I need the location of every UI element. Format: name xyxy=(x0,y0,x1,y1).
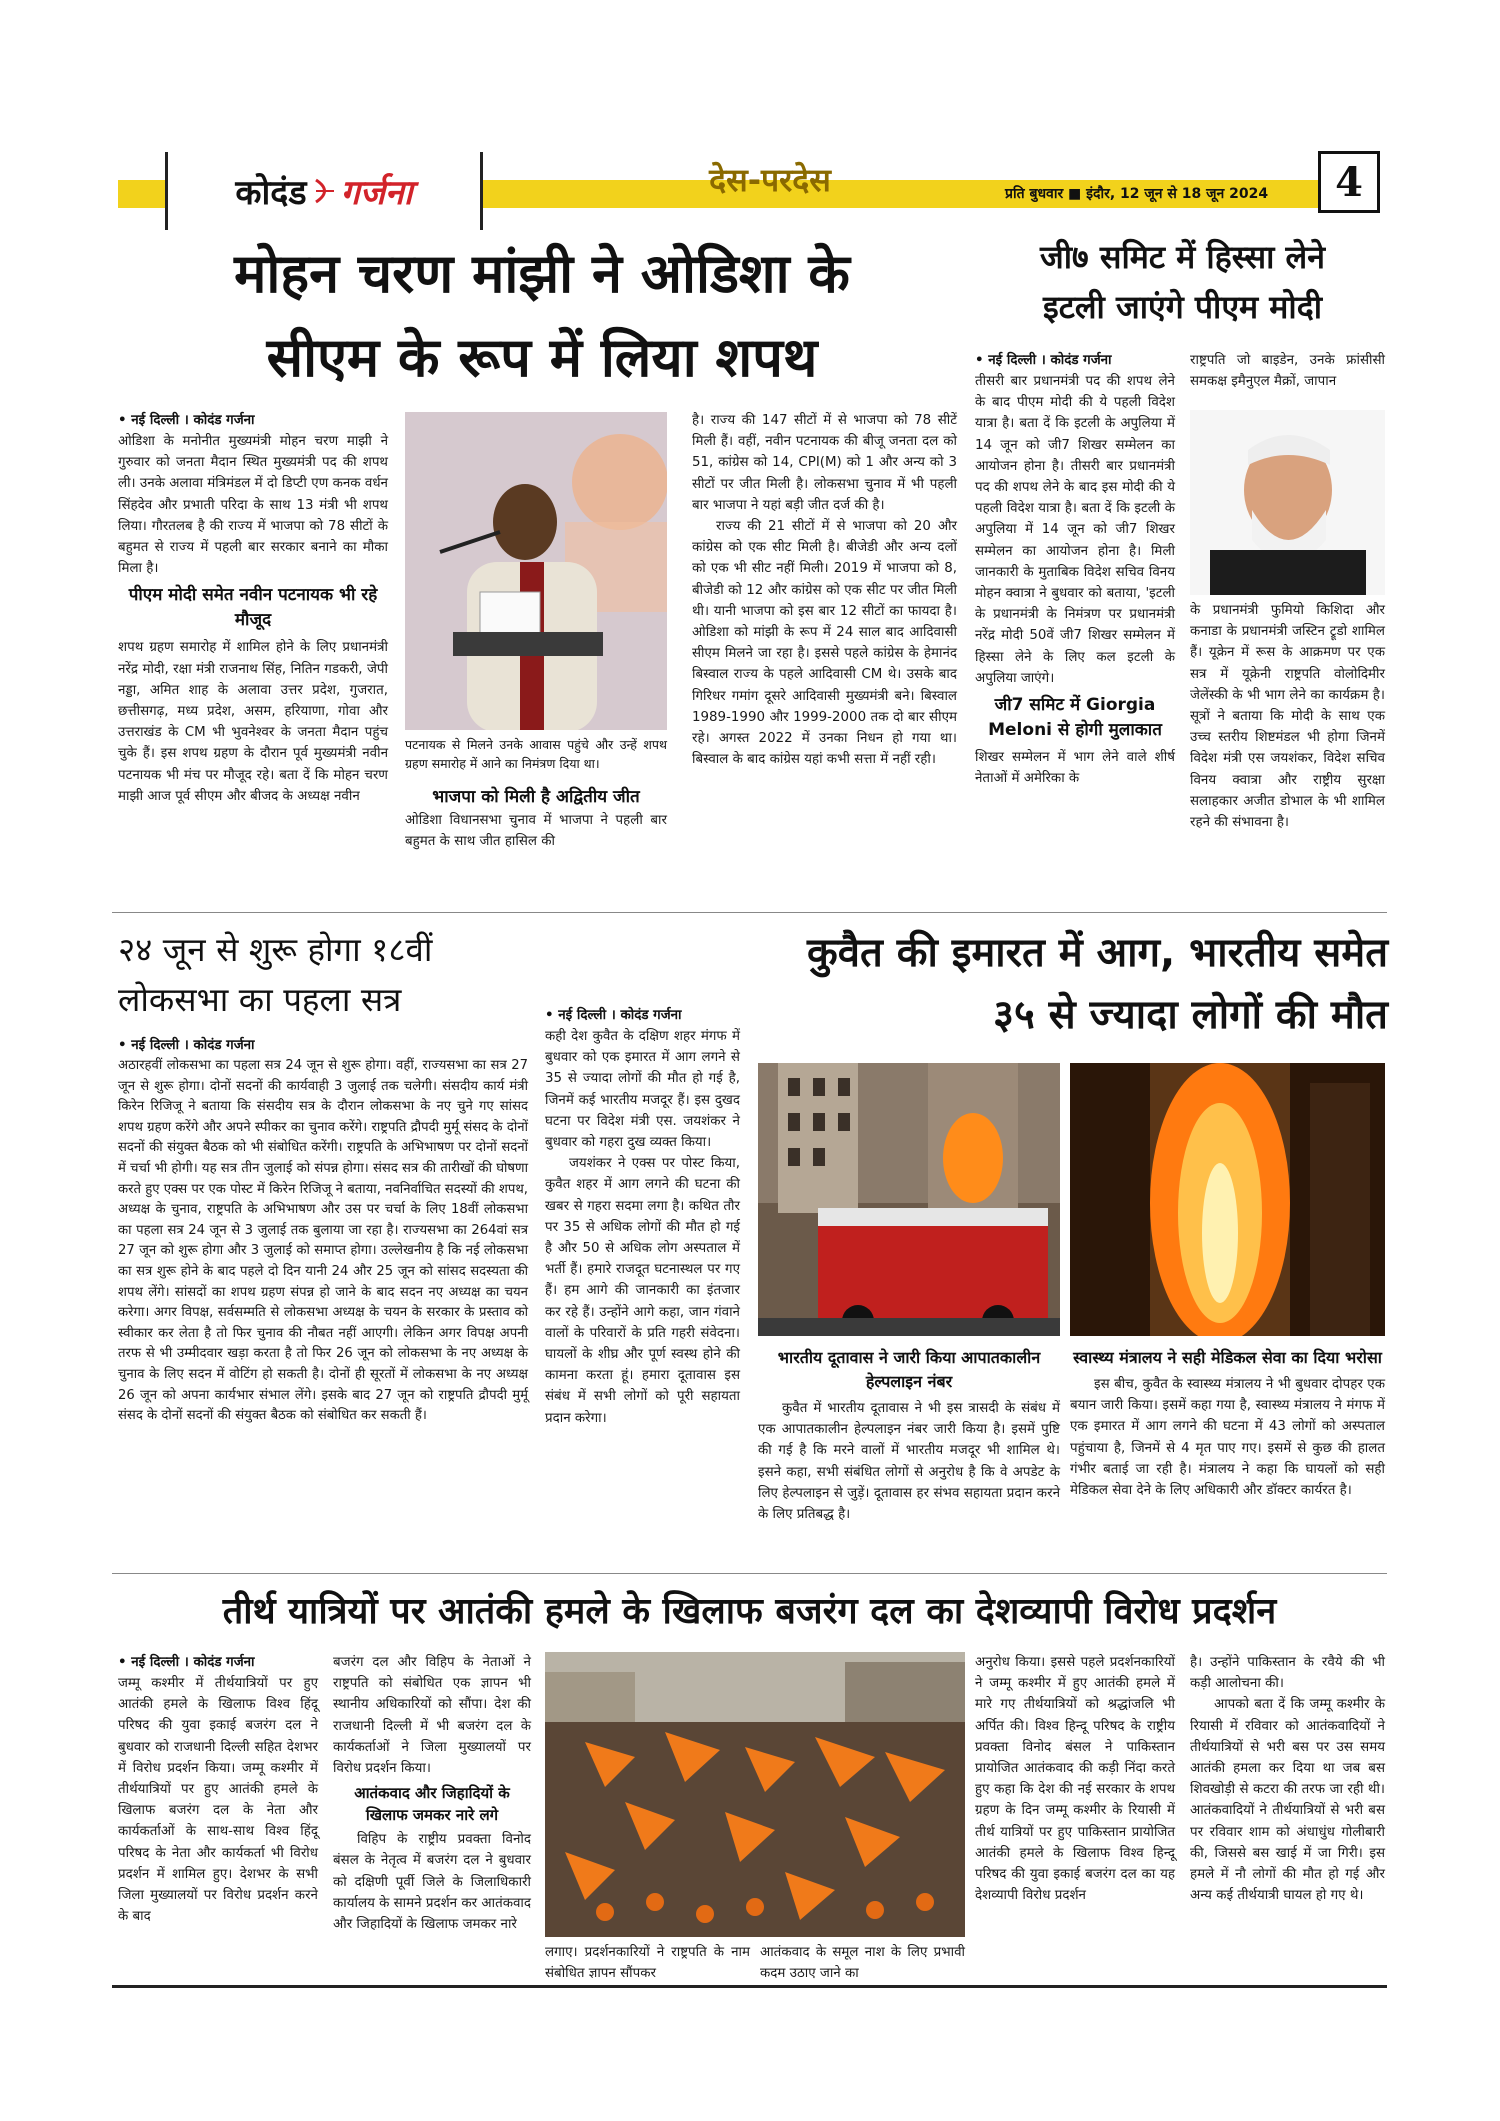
story1-col3 xyxy=(692,410,957,770)
logo-text-part1: कोदंड xyxy=(235,173,307,213)
story5-headline: तीर्थ यात्रियों पर आतंकी हमले के खिलाफ बजरंग दल का देशव्यापी विरोध प्रदर्शन xyxy=(222,1591,1277,1632)
story4-headline-line2: ३५ से ज्यादा लोगों की मौत xyxy=(993,992,1388,1038)
story4-col1 xyxy=(545,1005,740,1429)
story5-col3 xyxy=(975,1652,1175,1906)
story4-photo-left xyxy=(758,1063,1060,1336)
story3-text: अठारहवीं लोकसभा का पहला सत्र 24 जून से शुरू होगा। वहीं, राज्यसभा का सत्र 27 जून से शुरू होगा। दोनों सदनों की कार्यवाही 3 जुलाई तक चलेगी। संसदीय कार्य मंत्री किरेन रिजिजू ने बताया कि संसदीय सत्र के दौरान लोकसभा के नए चुने गए सांसद शपथ ग्रहण करेंगे और अपने स्पीकर का चुनाव करेंगे। राष्ट्रपति द्रौपदी मुर्मू संसद के दोनों सदनों की संयुक्त बैठक को भी संबोधित करेंगी। राष्ट्रपति के अभिभाषण पर दोनों सदनों में चर्चा भी होगी। यह सत्र तीन जुलाई को संपन्न होगा। संसद सत्र की तारीखों की घोषणा करते हुए एक्स पर एक पोस्ट में किरेन रिजिजू ने बताया, नवनिर्वाचित सदस्यों की शपथ, अध्यक्ष के चुनाव, राष्ट्रपति के अभिभाषण और उस पर चर्चा के लिए 18वीं लोकसभा का पहला सत्र 24 जून से 3 जुलाई तक बुलाया जा रहा है। राज्यसभा का 264वां सत्र 27 जून को शुरू होगा और 3 जुलाई को समाप्त होगा। उल्लेखनीय है कि नई लोकसभा का सत्र शुरू होने के बाद पहले दो दिन यानी 24 और 25 जून को सांसद सदस्यता की शपथ लेंगे। सांसदों का शपथ ग्रहण संपन्न हो जाने के बाद सदन नए अध्यक्ष का चयन करेगा। अगर विपक्ष, सर्वसम्मति से लोकसभा अध्यक्ष के चयन के सरकार के प्रस्ताव को स्वीकार कर लेता है तो फिर चुनाव की नौबत नहीं आएगी। लेकिन अगर विपक्ष अपनी तरफ से भी उम्मीदवार खड़ा करता है तो फिर 26 जून को लोकसभा के नए अध्यक्ष के चुनाव के लिए सदन में वोटिंग हो सकती है। दोनों ही सूरतों में लोकसभा के नए अध्यक्ष 26 जून को अपना कार्यभार संभाल लेंगे। इसके बाद 27 जून को राष्ट्रपति द्रौपदी मुर्मू संसद के दोनों सदनों की संयुक्त बैठक को संबोधित कर सकती हैं। xyxy=(118,1058,528,1424)
story2-headline-line2: इटली जाएंगे पीएम मोदी xyxy=(1043,288,1322,326)
story2-col1-p2: शिखर सम्मेलन में भाग लेने वाले शीर्ष नेताओं में अमेरिका के xyxy=(975,750,1175,787)
story2-col2 xyxy=(1190,350,1385,392)
story2-byline: • नई दिल्ली । कोदंड गर्जना xyxy=(975,350,1175,371)
story5-byline: • नई दिल्ली । कोदंड गर्जना xyxy=(118,1652,318,1673)
story5-photo xyxy=(545,1652,965,1937)
divider xyxy=(112,1573,1387,1574)
story4-byline: • नई दिल्ली । कोदंड गर्जना xyxy=(545,1005,740,1026)
story2-col1-p1: तीसरी बार प्रधानमंत्री पद की शपथ लेने के बाद पीएम मोदी की ये पहली विदेश यात्रा है। बता दें कि इटली के अपुलिया में 14 जून को जी7 शिखर सम्मेलन का आयोजन होना है। तीसरी बार प्रधानमंत्री पद की शपथ लेने के बाद इस मोदी की ये पहली विदेश यात्रा है। बता दें कि इटली के अपुलिया में 14 जून को जी7 शिखर सम्मेलन का आयोजन होना है। मिली जानकारी के मुताबिक विदेश सचिव विनय मोहन क्वात्रा ने बुधवार को बताया, 'इटली के प्रधानमंत्री के निमंत्रण पर प्रधानमंत्री नरेंद्र मोदी 50वें जी7 शिखर सम्मेलन में हिस्सा लेने के लिए कल इटली के अपुलिया जाएंगे। xyxy=(975,374,1175,686)
story1-subhead1: पीएम मोदी समेत नवीन पटनायक भी रहे मौजूद xyxy=(128,585,378,631)
story5-photo-caption-left: लगाए। प्रदर्शनकारियों ने राष्ट्रपति के नाम संबोधित ज्ञापन सौंपकर xyxy=(545,1945,750,1982)
story1-headline xyxy=(112,232,972,400)
story1-headline-line1: मोहन चरण मांझी ने ओडिशा के xyxy=(234,242,850,305)
story3-headline-line2: लोकसभा का पहला सत्र xyxy=(118,980,402,1019)
story1-col1 xyxy=(118,410,388,807)
story4-col2 xyxy=(758,1346,1060,1525)
story5-col1 xyxy=(118,1652,318,1927)
story5-col2-p2: विहिप के राष्ट्रीय प्रवक्ता विनोद बंसल के नेतृत्व में बजरंग दल ने बुधवार को दक्षिणी पूर्वी जिले के जिलाधिकारी कार्यालय के सामने प्रदर्शन कर आतंकवाद और जिहादियों के खिलाफ जमकर नारे xyxy=(333,1832,532,1933)
newspaper-logo xyxy=(165,152,483,230)
story5-caption-right xyxy=(760,1942,965,1984)
story2-col2b xyxy=(1190,600,1385,833)
story3-headline xyxy=(118,925,538,1025)
story1-col1-p2: शपथ ग्रहण समारोह में शामिल होने के लिए प्रधानमंत्री नरेंद्र मोदी, रक्षा मंत्री राजनाथ सिंह, नितिन गडकरी, जेपी नड्डा, अमित शाह के अलावा उत्तर प्रदेश, गुजरात, छत्तीसगढ़, मध्य प्रदेश, असम, हरियाणा, गोवा और उत्तराखंड के CM भी भुवनेश्वर के जनता मैदान पहुंच चुके हैं। इस शपथ ग्रहण के दौरान पूर्व मुख्यमंत्री नवीन पटनायक भी मंच पर मौजूद रहे। बता दें कि मोहन चरण माझी आज पूर्व सीएम और बीजद के अध्यक्ष नवीन xyxy=(118,640,388,804)
divider xyxy=(112,912,1387,913)
story2-headline xyxy=(985,232,1380,332)
story4-photo-right xyxy=(1070,1063,1385,1336)
story1-byline: • नई दिल्ली । कोदंड गर्जना xyxy=(118,410,388,431)
oath-ceremony-image xyxy=(405,412,667,730)
bottom-rule xyxy=(112,1985,1387,1988)
section-title: देस-परदेस xyxy=(709,161,831,199)
story1-photo-caption: पटनायक से मिलने उनके आवास पहुंचे और उन्हें शपथ ग्रहण समारोह में आने का निमंत्रण दिया था। xyxy=(405,737,667,771)
pm-portrait-image xyxy=(1190,410,1385,595)
story5-col2-p1: बजरंग दल और विहिप के नेताओं ने राष्ट्रपति को संबोधित एक ज्ञापन भी स्थानीय अधिकारियों को सौंपा। देश की राजधानी दिल्ली में भी बजरंग दल के कार्यकर्ताओं ने जिला मुख्यालयों पर विरोध प्रदर्शन किया। xyxy=(333,1655,531,1777)
story2-headline-line1: जी७ समिट में हिस्सा लेने xyxy=(1040,238,1325,276)
story5-col3-p1: अनुरोध किया। इससे पहले प्रदर्शनकारियों ने जम्मू कश्मीर में हुए आतंकी हमले में मारे गए तीर्थयात्रियों को श्रद्धांजलि भी अर्पित की। विश्व हिन्दू परिषद के राष्ट्रीय प्रवक्ता विनोद बंसल ने पाकिस्तान प्रायोजित आतंकवाद की कड़ी निंदा करते हुए कहा कि देश की नई सरकार के शपथ ग्रहण के दिन जम्मू कश्मीर के रियासी में तीर्थ यात्रियों पर हुए पाकिस्तान प्रायोजित आतंकी हमले के खिलाफ विश्व हिन्दू परिषद की युवा इकाई बजरंग दल का यह देशव्यापी विरोध प्रदर्शन xyxy=(975,1655,1175,1904)
story1-subhead2: भाजपा को मिली है अद्वितीय जीत xyxy=(432,787,640,807)
story1-col2 xyxy=(405,735,667,852)
story1-col2-p1: ओडिशा विधानसभा चुनाव में भाजपा ने पहली बार बहुमत के साथ जीत हासिल की xyxy=(405,813,667,850)
story4-col3 xyxy=(1070,1346,1385,1501)
page-number: 4 xyxy=(1318,151,1380,213)
story1-headline-line2: सीएम के रूप में लिया शपथ xyxy=(266,326,818,389)
story5-photo-caption-right: आतंकवाद के समूल नाश के लिए प्रभावी कदम उठाए जाने का xyxy=(760,1945,965,1982)
story5-col2 xyxy=(333,1652,531,1935)
story5-col1-p1: जम्मू कश्मीर में तीर्थयात्रियों पर हुए आतंकी हमले के खिलाफ विश्व हिंदू परिषद की युवा इकाई बजरंग दल ने बुधवार को राजधानी दिल्ली सहित देशभर में विरोध प्रदर्शन किया। जम्मू कश्मीर में तीर्थयात्रियों पर हुए आतंकी हमले के खिलाफ बजरंग दल के नेता और कार्यकर्ताओं के साथ-साथ विश्व हिंदू परिषद के नेता और कार्यकर्ता भी विरोध प्रदर्शन में शामिल हुए। देशभर के सभी जिला मुख्यालयों पर विरोध प्रदर्शन करने के बाद xyxy=(118,1676,318,1925)
story4-headline-line1: कुवैत की इमारत में आग, भारतीय समेत xyxy=(807,930,1388,976)
story1-col3-p2: राज्य की 21 सीटों में से भाजपा को 20 और कांग्रेस को एक सीट मिली है। बीजेडी और अन्य दलों को एक भी सीट नहीं मिली। 2019 में भाजपा को 8, बीजेडी को 12 और कांग्रेस को एक सीट पर जीत मिली थी। यानी भाजपा को इस बार 12 सीटों का फायदा है। ओडिशा को मांझी के रूप में 24 साल बाद आदिवासी सीएम मिलने जा रहा है। इससे पहले कांग्रेस के हेमानंद बिस्वाल राज्य के पहले आदिवासी CM थे। उसके बाद गिरिधर गमांग दूसरे आदिवासी मुख्यमंत्री बने। बिस्वाल 1989-1990 और 1999-2000 तक दो बार सीएम रहे। अगस्त 2022 में उनका निधन हो गया था। बिस्वाल के बाद कांग्रेस यहां कभी सत्ता में नहीं रही। xyxy=(692,519,957,768)
story1-col1-p1: ओडिशा के मनोनीत मुख्यमंत्री मोहन चरण माझी ने गुरुवार को जनता मैदान स्थित मुख्यमंत्री पद की शपथ ली। उनके अलावा मंत्रिमंडल में दो डिप्टी एण कनक वर्धन सिंहदेव और प्रभाती परिदा के साथ 13 मंत्री भी शपथ लिया। गौरतलब है की राज्य में भाजपा को 78 सीटों के बहुमत से राज्य में पहली बार सरकार बनाने का मौका मिला है। xyxy=(118,434,388,577)
story4-subhead1: भारतीय दूतावास ने जारी किया आपातकालीन हेल्पलाइन नंबर xyxy=(777,1348,1041,1391)
story1-photo xyxy=(405,412,667,730)
story2-photo xyxy=(1190,410,1385,595)
story3-byline: • नई दिल्ली । कोदंड गर्जना xyxy=(118,1035,528,1056)
story4-col1-p1: कही देश कुवैत के दक्षिण शहर मंगफ में बुधवार को एक इमारत में आग लगने से 35 से ज्यादा लोगों की मौत हो गई है, जिनमें कई भारतीय मजदूर हैं। इस दुखद घटना पर विदेश मंत्री एस. जयशंकर ने बुधवार को गहरा दुख व्यक्त किया। xyxy=(545,1029,740,1151)
dateline: प्रति बुधवार ■ इंदौर, 12 जून से 18 जून 2024 xyxy=(1005,186,1269,202)
logo-text-part2: गर्जना xyxy=(340,173,413,213)
story5-subhead: आतंकवाद और जिहादियों के खिलाफ जमकर नारे लगे xyxy=(354,1784,510,1825)
story4-col2-p1: कुवैत में भारतीय दूतावास ने भी इस त्रासदी के संबंध में एक आपातकालीन हेल्पलाइन नंबर जारी किया है। इसमें पुष्टि की गई है कि मरने वालों में भारतीय मजदूर भी शामिल थे। इसने कहा, सभी संबंधित लोगों से अनुरोध है कि वे अपडेट के लिए हेल्पलाइन से जुड़ें। दूतावास हर संभव सहायता प्रदान करने के लिए प्रतिबद्ध है। xyxy=(758,1401,1060,1523)
story5-col4-p1: है। उन्होंने पाकिस्तान के रवैये की भी कड़ी आलोचना की। xyxy=(1190,1655,1385,1692)
story2-col2-p1: राष्ट्रपति जो बाइडेन, उनके फ्रांसीसी समकक्ष इमैनुएल मैक्रों, जापान xyxy=(1190,353,1385,390)
story5-caption-left xyxy=(545,1942,750,1984)
story4-subhead2: स्वास्थ्य मंत्रालय ने सही मेडिकल सेवा का दिया भरोसा xyxy=(1073,1348,1382,1367)
story5-col4-p2: आपको बता दें कि जम्मू कश्मीर के रियासी में रविवार को आतंकवादियों ने तीर्थयात्रियों से भरी बस पर उस समय आतंकी हमला कर दिया था जब बस शिवखोड़ी से कटरा की तरफ जा रही थी। आतंकवादियों ने तीर्थयात्रियों से भरी बस पर रविवार शाम को अंधाधुंध गोलीबारी की, जिससे बस खाई में जा गिरी। इस हमले में नौ लोगों की मौत हो गई और अन्य कई तीर्थयात्री घायल हो गए थे। xyxy=(1190,1697,1385,1904)
story4-col1-p2: जयशंकर ने एक्स पर पोस्ट किया, कुवैत शहर में आग लगने की घटना की खबर से गहरा सदमा लगा है। कथित तौर पर 35 से अधिक लोगों की मौत हो गई है और 50 से अधिक लोग अस्पताल में भर्ती हैं। हमारे राजदूत घटनास्थल पर गए हैं। हम आगे की जानकारी का इंतजार कर रहे हैं। उन्होंने आगे कहा, जान गंवाने वालों के परिवारों के प्रति गहरी संवेदना। घायलों के शीघ्र और पूर्ण स्वस्थ होने की कामना करता हूं। हमारा दूतावास इस संबंध में सभी लोगों को पूरी सहायता प्रदान करेगा। xyxy=(545,1156,740,1426)
fire-truck-image xyxy=(758,1063,1060,1336)
story5-col4 xyxy=(1190,1652,1385,1906)
story2-col1 xyxy=(975,350,1175,789)
story1-col3-p1: है। राज्य की 147 सीटों में से भाजपा को 78 सीटें मिली हैं। वहीं, नवीन पटनायक की बीजू जनता दल को 51, कांग्रेस को 14, CPI(M) को 1 और अन्य को 3 सीटों पर जीत मिली है। लोकसभा चुनाव में भी पहली बार भाजपा ने यहां बड़ी जीत दर्ज की है। xyxy=(692,413,957,513)
story2-subhead: जी7 समिट में Giorgia Meloni से होगी मुलाकात xyxy=(988,695,1162,741)
story3-headline-line1: २४ जून से शुरू होगा १८वीं xyxy=(118,930,433,969)
protest-rally-image xyxy=(545,1652,965,1937)
story3-body xyxy=(118,1035,528,1427)
bow-arrow-icon xyxy=(313,178,335,204)
story2-col2-p2: के प्रधानमंत्री फुमियो किशिदा और कनाडा के प्रधानमंत्री जस्टिन ट्रूडो शामिल हैं। यूक्रेन में रूस के आक्रमण पर एक सत्र में यूक्रेनी राष्ट्रपति वोलोदिमीर जेलेंस्की के भी भाग लेने का कार्यक्रम है। सूत्रों ने बताया कि मोदी के साथ एक उच्च स्तरीय शिष्टमंडल भी होगा जिनमें विदेश मंत्री एस जयशंकर, विदेश सचिव विनय क्वात्रा और राष्ट्रीय सुरक्षा सलाहकार अजीत डोभाल के भी शामिल रहने की संभावना है। xyxy=(1190,603,1385,831)
story4-col3-p1: इस बीच, कुवैत के स्वास्थ्य मंत्रालय ने भी बुधवार दोपहर एक बयान जारी किया। इसमें कहा गया है, स्वास्थ्य मंत्रालय ने मंगफ में एक इमारत में आग लगने की घटना में 43 लोगों को अस्पताल पहुंचाया है, जिनमें से 4 मृत पाए गए। इसमें से कुछ की हालत गंभीर बताई जा रही है। मंत्रालय ने कहा कि घायलों को सही मेडिकल सेवा देने के लिए अधिकारी और डॉक्टर कार्यरत है। xyxy=(1070,1377,1385,1499)
burning-building-image xyxy=(1070,1063,1385,1336)
